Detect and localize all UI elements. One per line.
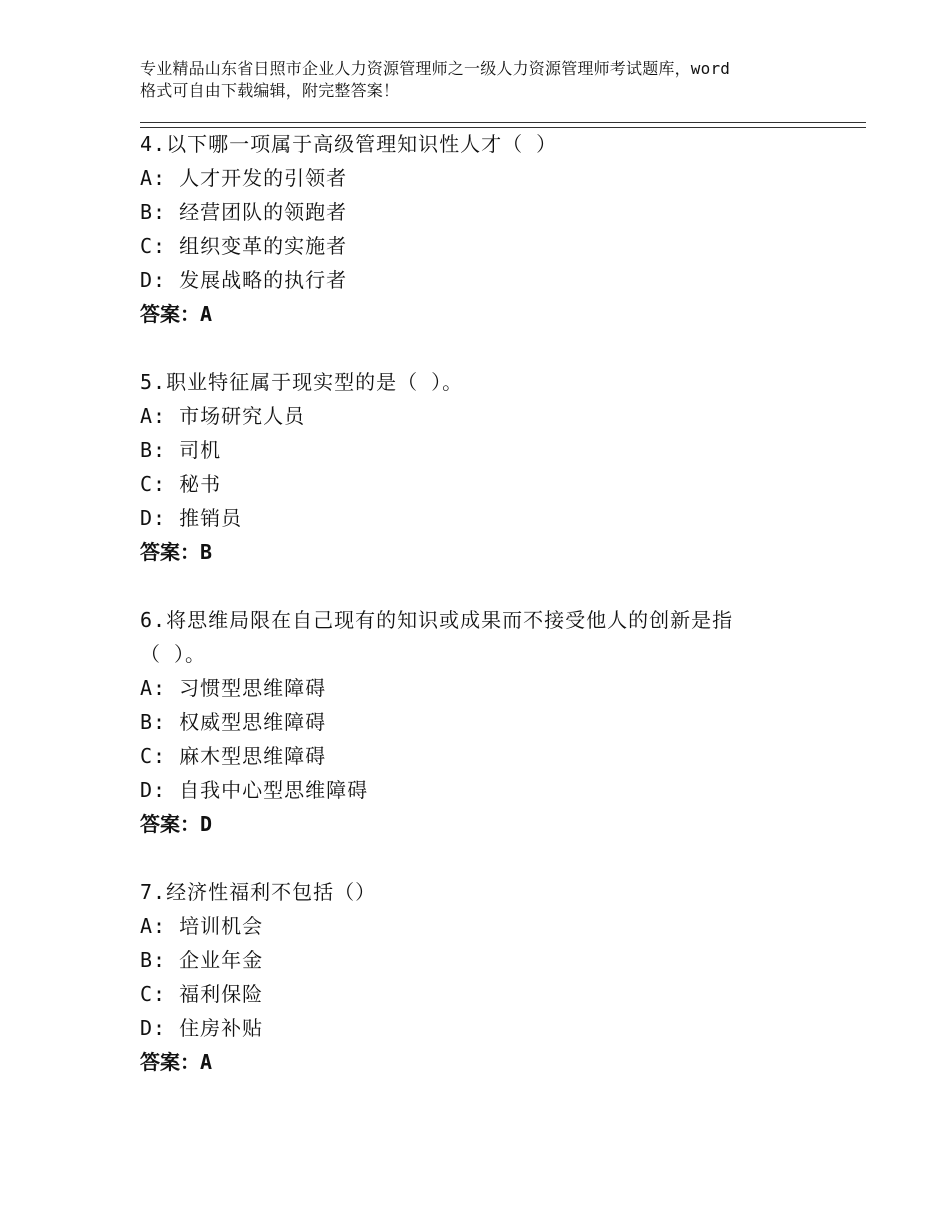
question-stem-line-1: 6.将思维局限在自己现有的知识或成果而不接受他人的创新是指	[140, 608, 734, 632]
answer-label: 答案：D	[140, 812, 213, 836]
option-a: A: 习惯型思维障碍	[140, 676, 327, 700]
option-d: D: 自我中心型思维障碍	[140, 778, 369, 802]
header-line-1: 专业精品山东省日照市企业人力资源管理师之一级人力资源管理师考试题库，word	[140, 59, 731, 78]
answer-label: 答案：B	[140, 540, 213, 564]
question-stem: 5.职业特征属于现实型的是（ ）。	[140, 370, 464, 394]
question-4	[140, 127, 866, 331]
option-c: C: 福利保险	[140, 982, 264, 1006]
question-stem-line-2: （ ）。	[140, 642, 207, 666]
option-a: A: 市场研究人员	[140, 404, 306, 428]
option-c: C: 组织变革的实施者	[140, 234, 348, 258]
answer-label: 答案：A	[140, 1050, 213, 1074]
question-7	[140, 875, 866, 1079]
option-d: D: 住房补贴	[140, 1016, 264, 1040]
question-stem: 7.经济性福利不包括（）	[140, 880, 377, 904]
option-c: C: 秘书	[140, 472, 222, 496]
option-a: A: 培训机会	[140, 914, 264, 938]
document-header	[140, 58, 840, 102]
question-list	[140, 127, 866, 1113]
option-b: B: 司机	[140, 438, 222, 462]
option-b: B: 权威型思维障碍	[140, 710, 327, 734]
option-d: D: 推销员	[140, 506, 243, 530]
option-b: B: 企业年金	[140, 948, 264, 972]
question-5	[140, 365, 866, 569]
option-b: B: 经营团队的领跑者	[140, 200, 348, 224]
option-a: A: 人才开发的引领者	[140, 166, 348, 190]
header-line-2: 格式可自由下载编辑，附完整答案！	[140, 81, 400, 100]
option-c: C: 麻木型思维障碍	[140, 744, 327, 768]
option-d: D: 发展战略的执行者	[140, 268, 348, 292]
question-stem: 4.以下哪一项属于高级管理知识性人才（ ）	[140, 132, 558, 156]
question-6	[140, 603, 866, 841]
answer-label: 答案：A	[140, 302, 213, 326]
